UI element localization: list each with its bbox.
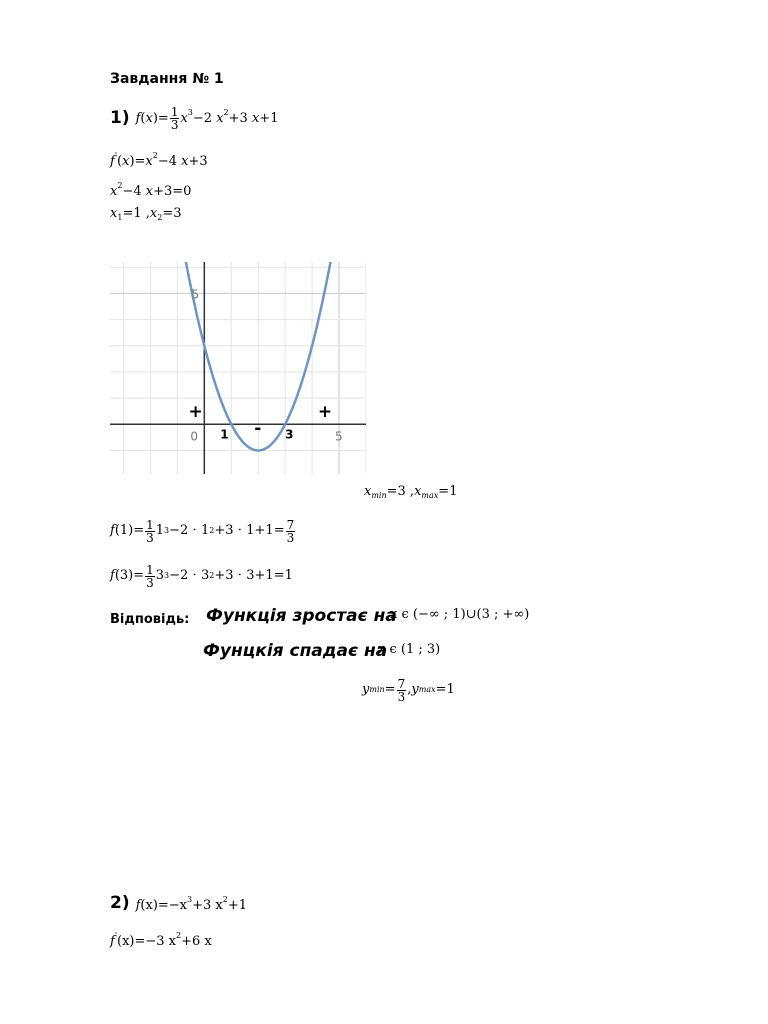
decrease-text: Фунцкія спадає на <box>203 641 388 661</box>
extrema-y-line: y min = $\frac{7}{3}$ , y max =1 <box>362 676 455 704</box>
increase-text: Функція зростає на <box>206 606 397 626</box>
y-tick-5-label: 5 <box>191 287 199 302</box>
derivative-line: $f'(x)=x^2-4$ x+3 <box>110 151 208 169</box>
eval-f1-line: f (1)= $\frac{1}{3}$ 1 3 −2 ⋅ 1 2 +3 ⋅ 1+1= $\frac{7}{3}$ <box>110 517 295 545</box>
x-tick-5-label: 5 <box>335 429 343 444</box>
fraction: $\frac{1}{3}$ <box>146 562 154 590</box>
answer-label: Відповідь: <box>110 612 190 627</box>
graph-grid <box>110 262 366 474</box>
origin-label: 0 <box>190 429 198 444</box>
eval-f3-line: f (3)= $\frac{1}{3}$ 3 3 −2 ⋅ 3 2 +3 ⋅ 3+1=1 <box>110 562 293 590</box>
fraction: $\frac{7}{3}$ <box>397 676 406 704</box>
root-1-label: 1 <box>220 427 229 442</box>
increase-set: x ϵ (−∞ ; 1)∪(3 ; +∞) <box>390 607 530 622</box>
sign-minus: - <box>254 418 262 439</box>
roots-line: $x_1=1$ $,x_2=3$ <box>110 206 182 222</box>
sign-plus-right: + <box>317 401 333 422</box>
fraction: $\frac{1}{3}$ <box>170 105 179 132</box>
task1-number: 1) <box>110 108 130 128</box>
task2-function <box>110 892 247 914</box>
fraction: $\frac{7}{3}$ <box>286 517 295 545</box>
extrema-x-line: $x_{min}=3$ $,x_{max}=1$ <box>364 484 458 500</box>
task1-formula: f(x)= $\frac{1}{3}$ $x^3-2$ $x^2+3$ x+1 <box>135 105 279 132</box>
task1-function <box>110 103 278 133</box>
decrease-set: x ϵ (1 ; 3) <box>378 642 441 657</box>
fraction: $\frac{1}{3}$ <box>146 517 154 545</box>
task-heading: Завдання № 1 <box>110 71 224 87</box>
root-3-label: 3 <box>285 427 294 442</box>
task2-derivative: f'(x)=−3 $x^2+6$ x <box>110 931 212 949</box>
task2-number: 2) <box>110 893 130 913</box>
sign-plus-left: + <box>188 401 203 422</box>
task2-formula: $f(x)=-x^3+3$ $x^2+1$ <box>135 895 248 913</box>
equation-line: $x^2-4$ x+3=0 <box>110 181 192 199</box>
derivative-graph <box>110 262 366 474</box>
